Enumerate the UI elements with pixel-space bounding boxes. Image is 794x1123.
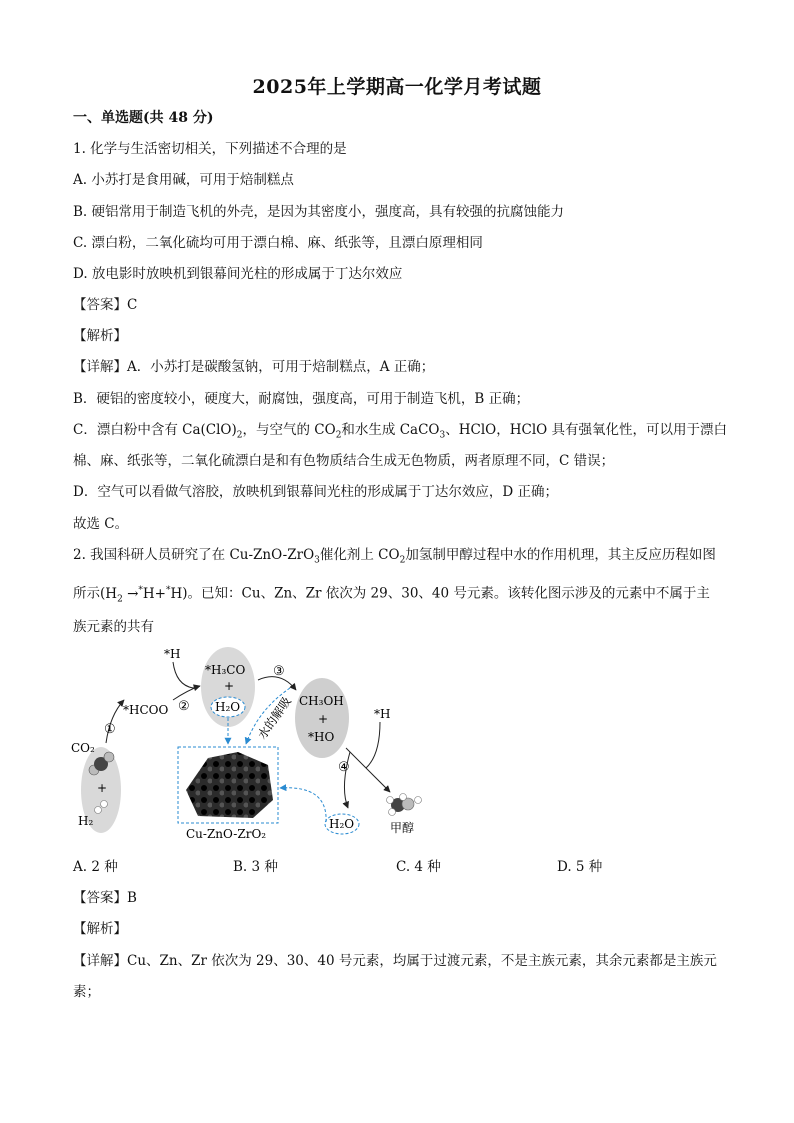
h-star-label: *H (164, 647, 181, 661)
q1-detail-b: B．硬铝的密度较小，硬度大，耐腐蚀，强度高，可用于制造飞机，B 正确； (73, 391, 530, 407)
co2-label: CO₂ (71, 741, 95, 755)
detail-c-part: ，与空气的 CO (242, 422, 336, 438)
h2-label: H₂ (78, 814, 94, 828)
ho-label: *HO (308, 730, 335, 744)
detail-c-part: 和水生成 CaCO (341, 422, 440, 438)
q2-option-d: D. 5 种 (557, 859, 603, 875)
q1-stem: 1. 化学与生活密切相关，下列描述不合理的是 (73, 141, 347, 157)
catalyst-label: Cu-ZnO-ZrO₂ (186, 827, 267, 841)
h2o-label: H₂O (215, 700, 241, 714)
step4-label: ④ (338, 760, 350, 775)
detail-tag: 【详解】 (73, 953, 127, 969)
h3co-label: *H₃CO (205, 663, 246, 677)
answer-value: C (127, 297, 138, 313)
q1-option-a: A. 小苏打是食用碱，可用于焙制糕点 (73, 172, 294, 188)
q2-stem-part: 所示( (73, 585, 106, 602)
q2-stem-line1: 2. 我国科研人员研究了在 Cu-ZnO-ZrO$_3$催化剂上 $CO_2$加氢制甲醇过程中水的作用机理，其主反应历程如图 (73, 547, 716, 566)
q1-conclusion: 故选 C。 (73, 516, 129, 532)
step2-label: ② (178, 699, 190, 714)
plus-sign: + (224, 679, 235, 693)
detail-text: A．小苏打是碳酸氢钠，可用于焙制糕点，A 正确； (127, 359, 435, 375)
q1-answer (73, 295, 137, 315)
q2-stem-part: )。已知：Cu、Zn、Zr 依次为 29、30、40 号元素。该转化图示涉及的元素中不属于主 (182, 585, 710, 602)
q1-option-c: C. 漂白粉，二氧化硫均可用于漂白棉、麻、纸张等，且漂白原理相同 (73, 235, 483, 251)
q2-stem-part: 加氢制甲醇过程中水的作用机理，其主反应历程如图 (405, 547, 716, 563)
methanol-label: 甲醇 (390, 821, 415, 835)
q2-stem-line3: 族元素的共有 (73, 619, 154, 635)
detail-c-part: 、HClO，HClO 具有强氧化性，可以用于漂白 (445, 422, 728, 438)
ch3oh-label: CH₃OH (299, 694, 344, 708)
section-heading: 一、单选题(共 48 分) (73, 110, 214, 126)
q2-stem-line2 (73, 580, 710, 609)
q2-answer (73, 888, 137, 908)
water-desorb-label: 水的解吸 (254, 694, 294, 742)
step3-label: ③ (273, 664, 285, 679)
q1-option-b: B. 硬铝常用于制造飞机的外壳，是因为其密度小，强度高，具有较强的抗腐蚀能力 (73, 204, 565, 220)
q2-analysis-tag: 【解析】 (73, 921, 127, 937)
h-star-label-2: *H (374, 707, 391, 721)
detail-text: Cu、Zn、Zr 依次为 29、30、40 号元素，均属于过渡元素，不是主族元素，其余元素都是主族元 (127, 953, 717, 969)
step1-label: ① (104, 722, 116, 737)
q1-detail-c2: 棉、麻、纸张等，二氧化硫漂白是和有色物质结合生成无色物质，两者原理不同，C 错误； (73, 453, 615, 469)
methanol-molecule-icon (387, 794, 422, 816)
h-star-arrow-2 (366, 722, 380, 768)
q2-detail-1 (73, 951, 717, 971)
q2-stem-part: 催化剂上 CO (319, 547, 400, 563)
plus-sign: + (97, 781, 108, 795)
h-star-arrow (173, 662, 200, 688)
q2-detail-2: 素； (73, 984, 100, 1000)
page-title: 2025年上学期高一化学月考试题 (252, 76, 542, 98)
q2-option-c: C. 4 种 (396, 859, 441, 875)
h2o-to-catalyst-arrow-2 (280, 788, 326, 822)
q1-analysis-tag: 【解析】 (73, 328, 127, 344)
answer-value: B (127, 890, 137, 906)
q1-option-d: D. 放电影时放映机到银幕间光柱的形成属于丁达尔效应 (73, 266, 403, 282)
detail-c-part: C．漂白粉中含有 Ca(ClO) (73, 422, 237, 438)
equation-h2-split: $H_2 \to^*H+^*H$ (105, 585, 183, 605)
q2-option-b: B. 3 种 (233, 859, 278, 875)
q2-option-a: A. 2 种 (73, 859, 118, 875)
answer-tag: 【答案】 (73, 890, 127, 906)
answer-tag: 【答案】 (73, 297, 127, 313)
reaction-mechanism-figure (68, 640, 448, 848)
step4-arrow (346, 748, 390, 792)
detail-tag: 【详解】 (73, 359, 127, 375)
hcoo-label: *HCOO (123, 703, 169, 717)
q1-detail-c1: C．漂白粉中含有 $Ca(ClO)_2$，与空气的 $CO_2$和水生成 CaCO$_3$、HClO，HClO 具有强氧化性，可以用于漂白 (73, 422, 728, 441)
plus-sign: + (318, 712, 329, 726)
step2-arrow (173, 686, 200, 700)
q1-detail-d: D．空气可以看做气溶胶，放映机到银幕间光柱的形成属于丁达尔效应，D 正确； (73, 484, 558, 500)
q1-detail-a (73, 357, 434, 377)
q2-stem-part: 2. 我国科研人员研究了在 Cu-ZnO-ZrO (73, 547, 315, 563)
h2o-bottom-label: H₂O (329, 817, 355, 831)
